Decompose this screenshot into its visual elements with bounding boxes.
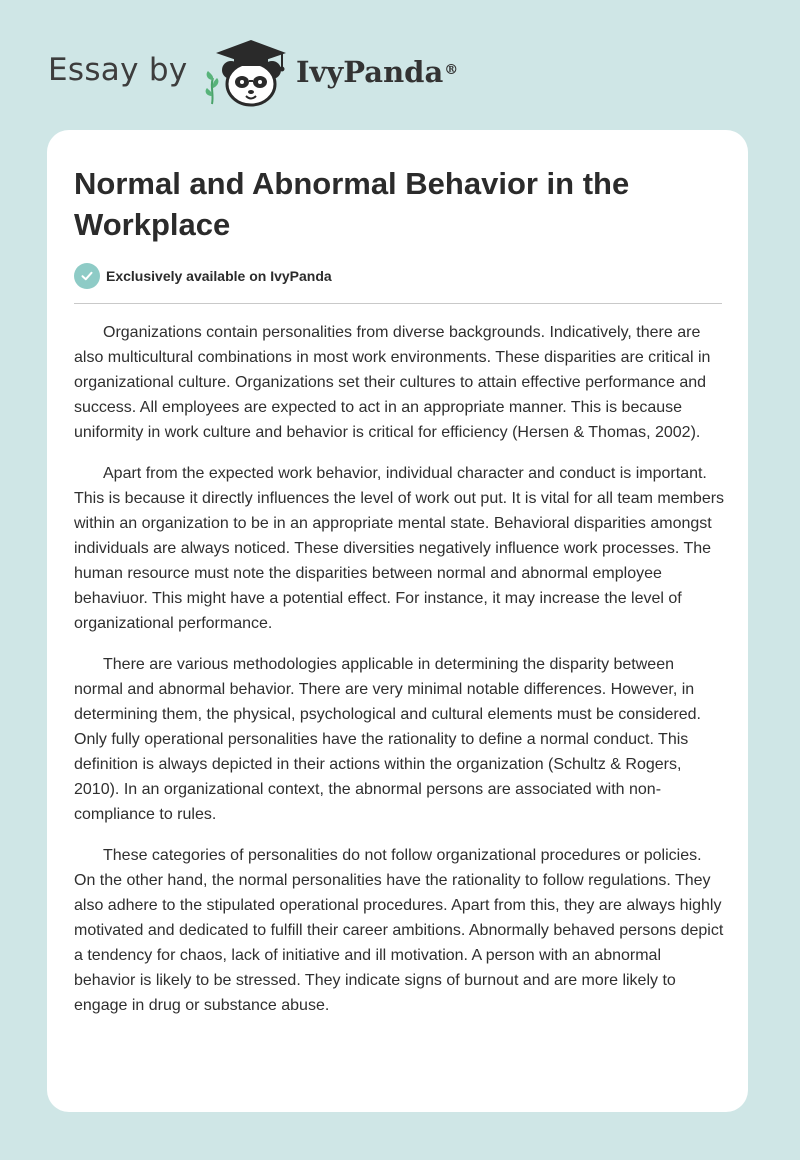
- paragraph: There are various methodologies applicable in determining the disparity between normal and abnormal behavior. There are very minimal notable differences. However, in determining them, the physical, psychological and cultural elements must be considered. Only fully operational personalities have the rationality to define a normal conduct. This definition is always depicted in their actions within the organization (Schultz & Rogers, 2010). In an organizational context, the abnormal persons are associated with non-compliance to rules.: [74, 656, 701, 823]
- title-divider: [74, 303, 722, 304]
- registered-mark: ®: [444, 62, 459, 78]
- paragraph: These categories of personalities do not follow organizational procedures or policies. On the other hand, the normal personalities have the rationality to follow regulations. They also adhere to the stipulated operational procedures. Apart from this, they are always highly motivated and dedicated to fulfill their career ambitions. Abnormally behaved persons depict a tendency for chaos, lack of initiative and ill motivation. A person with an abnormal behavior is likely to be stressed. They indicate signs of burnout and are more likely to engage in drug or substance abuse.: [74, 847, 724, 1014]
- essay-by-label: Essay by: [48, 52, 188, 88]
- panda-logo-icon[interactable]: [198, 36, 290, 108]
- exclusive-badge: [74, 263, 332, 289]
- paragraph: Apart from the expected work behavior, individual character and conduct is important. This is because it directly influences the level of work out put. It is vital for all team members within an organization to be in an appropriate mental state. Behavioral disparities amongst individuals are always noticed. These diversities negatively influence work processes. The human resource must note the disparities between normal and abnormal employee behaviuor. This might have a potential effect. For instance, it may increase the level of organizational performance.: [74, 465, 725, 632]
- site-header: [0, 0, 800, 120]
- essay-body: [74, 320, 726, 1034]
- check-icon: [74, 263, 100, 289]
- page-title: Normal and Abnormal Behavior in the Workplace: [74, 166, 630, 242]
- essay-card: [47, 130, 748, 1112]
- exclusive-badge-label: Exclusively available on IvyPanda: [106, 268, 332, 284]
- brand-name[interactable]: IvyPanda®: [296, 55, 459, 89]
- paragraph: Organizations contain personalities from diverse backgrounds. Indicatively, there are also multicultural combinations in most work environments. These disparities are critical in organizational culture. Organizations set their cultures to attain effective performance and success. All employees are expected to act in an appropriate manner. This is because uniformity in work culture and behavior is critical for efficiency (Hersen & Thomas, 2002).: [74, 324, 711, 441]
